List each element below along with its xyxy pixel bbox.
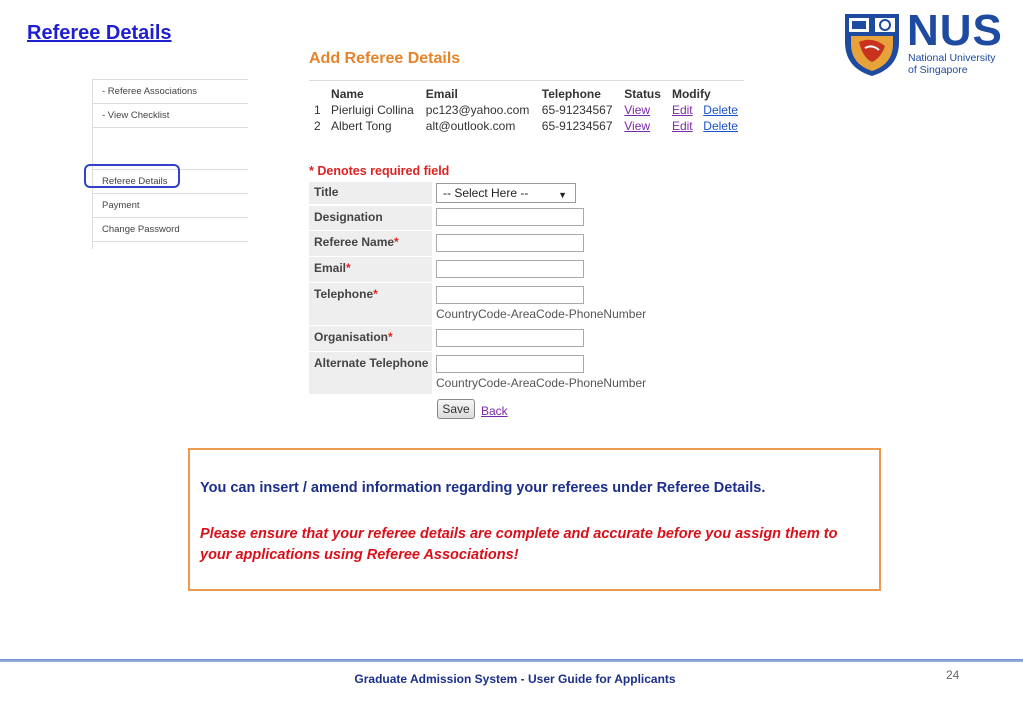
column-header-name: Name (331, 87, 364, 101)
highlight-circle (84, 164, 180, 188)
referee-telephone: 65-91234567 (541, 119, 613, 133)
email-label (309, 257, 432, 282)
title-label: Title (309, 182, 432, 204)
warning-note-text: Please ensure that your referee details are complete and accurate before you assign them to your applications using Referee Associations! (200, 526, 838, 563)
add-referee-panel (309, 50, 749, 418)
alternate-telephone-format-hint: CountryCode-AreaCode-PhoneNumber (436, 376, 647, 390)
telephone-label (309, 283, 432, 325)
required-star: * (394, 235, 399, 249)
required-field-note: * Denotes required field (309, 164, 450, 178)
email-input[interactable] (436, 260, 584, 278)
column-header-email: Email (425, 87, 458, 101)
telephone-input[interactable] (436, 286, 584, 304)
save-button[interactable]: Save (437, 399, 475, 419)
info-note-text: You can insert / amend information regarding your referees under Referee Details. (200, 480, 766, 496)
organisation-label-text: Organisation (314, 330, 389, 344)
organisation-input[interactable] (436, 329, 584, 347)
panel-title: Add Referee Details (309, 50, 461, 67)
footer-text: Graduate Admission System - User Guide for Applicants (354, 672, 676, 686)
sidebar-item-referee-associations[interactable]: - Referee Associations (92, 79, 248, 103)
telephone-format-hint: CountryCode-AreaCode-PhoneNumber (436, 307, 647, 321)
page-number: 24 (946, 668, 960, 682)
delete-link[interactable]: Delete (703, 119, 738, 133)
row-number: 1 (314, 103, 321, 117)
view-status-link[interactable]: View (624, 103, 651, 117)
table-row (309, 118, 744, 134)
back-link[interactable]: Back (481, 404, 508, 418)
sidebar-item-referee-details[interactable]: Referee Details (92, 169, 248, 193)
dropdown-arrow-icon: ▼ (558, 190, 567, 200)
row-number: 2 (314, 119, 321, 133)
sidebar-item-view-checklist[interactable]: - View Checklist (92, 103, 248, 127)
logo-subtitle-line2: of Singapore (908, 64, 968, 76)
alternate-telephone-label: Alternate Telephone (309, 352, 432, 394)
logo-subtitle (908, 52, 996, 76)
referee-telephone: 65-91234567 (541, 103, 613, 117)
required-star: * (346, 261, 351, 275)
logo-text: NUS (907, 6, 1003, 55)
alternate-telephone-input[interactable] (436, 355, 584, 373)
table-header-row (309, 81, 744, 103)
sidebar (92, 79, 248, 250)
referee-table (309, 80, 744, 134)
column-header-status: Status (624, 87, 661, 101)
column-header-telephone: Telephone (541, 87, 601, 101)
referee-name: Pierluigi Collina (331, 103, 414, 117)
organisation-label (309, 326, 432, 351)
referee-name: Albert Tong (331, 119, 392, 133)
telephone-label-text: Telephone (314, 287, 374, 301)
referee-email: alt@outlook.com (425, 119, 516, 133)
logo-subtitle-line1: National University (908, 52, 996, 64)
designation-label: Designation (309, 206, 432, 230)
footer-divider (0, 659, 1023, 662)
referee-email: pc123@yahoo.com (425, 103, 530, 117)
edit-link[interactable]: Edit (671, 103, 693, 117)
table-row (309, 102, 744, 118)
sidebar-divider (92, 127, 248, 169)
column-header-modify: Modify (671, 87, 711, 101)
info-note-box (188, 448, 881, 591)
column-header (309, 81, 326, 103)
required-star: * (388, 330, 393, 344)
sidebar-divider (92, 241, 248, 250)
nus-logo (843, 6, 1013, 84)
delete-link[interactable]: Delete (703, 103, 738, 117)
view-status-link[interactable]: View (624, 119, 651, 133)
title-select[interactable] (436, 183, 576, 203)
nus-crest-icon (843, 12, 901, 78)
sidebar-item-change-password[interactable]: Change Password (92, 217, 248, 241)
email-label-text: Email (314, 261, 347, 275)
referee-name-label (309, 231, 432, 256)
required-star: * (373, 287, 378, 301)
slide-title: Referee Details (27, 22, 172, 44)
referee-name-input[interactable] (436, 234, 584, 252)
referee-name-label-text: Referee Name (314, 235, 395, 249)
designation-input[interactable] (436, 208, 584, 226)
title-select-value: -- Select Here -- (443, 186, 529, 200)
sidebar-item-payment[interactable]: Payment (92, 193, 248, 217)
edit-link[interactable]: Edit (671, 119, 693, 133)
